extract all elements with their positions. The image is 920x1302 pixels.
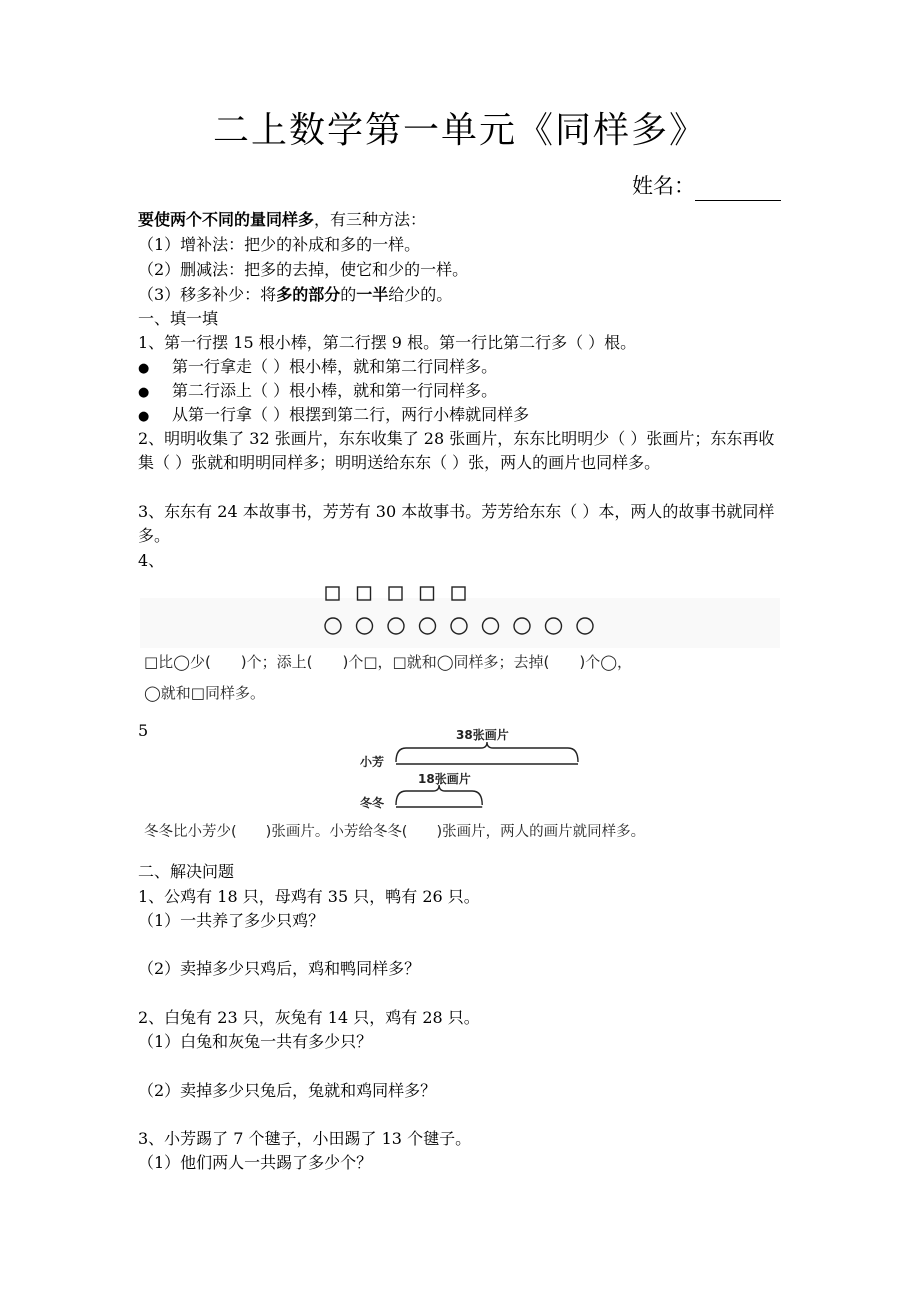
name-label: 姓名： — [632, 174, 695, 198]
q1-bullet-2 — [138, 379, 786, 405]
method-3-a: （3）移多补少：将 — [138, 285, 277, 304]
q4-number: 4、 — [138, 551, 165, 570]
q5-name-xiaofang: 小芳 — [360, 755, 385, 769]
q5-label-dongdong-count: 18张画片 — [418, 772, 471, 786]
circle-shape — [514, 618, 530, 634]
method-2: （2）删减法：把多的去掉，使它和少的一样。 — [138, 260, 469, 279]
q2: 2、明明收集了 32 张画片，东东收集了 28 张画片，东东比明明少（ ）张画片；东东再收集（ ）张就和明明同样多；明明送给东东（ ）张，两人的画片也同样多。 — [138, 429, 775, 472]
q5-text: 冬冬比小芳少( )张画片。小芳给冬冬( )张画片，两人的画片就同样多。 — [144, 824, 646, 840]
circle-shape — [420, 618, 436, 634]
q1-bullet-3-text: 从第一行拿（ ）根摆到第二行，两行小棒就同样多 — [172, 405, 530, 424]
p2: 2、白兔有 23 只，灰兔有 14 只，鸡有 28 只。 — [138, 1008, 480, 1027]
square-shape — [452, 587, 465, 600]
q1: 1、第一行摆 15 根小棒，第二行摆 9 根。第一行比第二行多（ ）根。 — [138, 333, 637, 352]
methods-intro — [138, 208, 786, 232]
q3: 3、东东有 24 本故事书，芳芳有 30 本故事书。芳芳给东东（ ）本，两人的故事书就同样多。 — [138, 502, 775, 545]
circle-shape — [546, 618, 562, 634]
q5-label-xiaofang-count: 38张画片 — [456, 728, 509, 742]
section2-heading: 二、解决问题 — [138, 862, 235, 881]
q1-bullet-3 — [138, 403, 786, 429]
brace-xiaofang — [396, 742, 578, 762]
circle-shape — [483, 618, 499, 634]
method-3 — [138, 283, 786, 307]
q5-name-dongdong: 冬冬 — [360, 796, 385, 810]
method-3-b: 多的部分 — [276, 285, 341, 304]
method-3-c: 的 — [340, 285, 357, 304]
circle-shape — [325, 618, 341, 634]
q4-figure — [140, 578, 780, 708]
page-title: 二上数学第一单元《同样多》 — [212, 110, 707, 151]
methods-intro-bold: 要使两个不同的量同样多 — [138, 210, 315, 229]
q4-squares-row — [326, 587, 465, 600]
brace-dongdong — [396, 785, 482, 805]
q1-bullet-1-text: 第一行拿走（ ）根小棒，就和第二行同样多。 — [172, 357, 498, 376]
q4-shapes — [140, 578, 780, 648]
q4-text-line-2: ◯就和□同样多。 — [144, 684, 265, 702]
name-blank[interactable] — [695, 178, 781, 201]
p1-q1: （1）一共养了多少只鸡？ — [138, 911, 325, 930]
p1-q2: （2）卖掉多少只鸡后，鸡和鸭同样多？ — [138, 959, 421, 978]
q1-bullet-1 — [138, 355, 786, 381]
section1-heading: 一、填一填 — [138, 309, 219, 328]
circle-shape — [357, 618, 373, 634]
circle-shape — [388, 618, 404, 634]
name-field — [632, 171, 781, 201]
square-shape — [389, 587, 402, 600]
method-3-e: 给少的。 — [388, 285, 453, 304]
bullet-icon — [138, 403, 172, 429]
q5-number: 5 — [138, 721, 149, 740]
circle-shape — [577, 618, 593, 634]
q1-bullet-2-text: 第二行添上（ ）根小棒，就和第一行同样多。 — [172, 381, 498, 400]
method-3-d: 一半 — [356, 285, 389, 304]
method-1: （1）增补法：把少的补成和多的一样。 — [138, 235, 421, 254]
q4-circles-row — [325, 618, 593, 634]
p2-q2: （2）卖掉多少只兔后，兔就和鸡同样多？ — [138, 1081, 437, 1100]
square-shape — [326, 587, 339, 600]
square-shape — [421, 587, 434, 600]
q4-text-line-1: □比◯少( )个；添上( )个□，□就和◯同样多；去掉( )个◯， — [144, 653, 632, 671]
q5-figure — [140, 720, 780, 850]
p3: 3、小芳踢了 7 个毽子，小田踢了 13 个毽子。 — [138, 1129, 472, 1148]
circle-shape — [451, 618, 467, 634]
p2-q1: （1）白兔和灰兔一共有多少只？ — [138, 1032, 373, 1051]
p1: 1、公鸡有 18 只，母鸡有 35 只，鸭有 26 只。 — [138, 887, 480, 906]
bullet-icon — [138, 379, 172, 405]
bullet-icon — [138, 355, 172, 381]
methods-intro-rest: ，有三种方法： — [314, 210, 427, 229]
p3-q1: （1）他们两人一共踢了多少个？ — [138, 1153, 373, 1172]
square-shape — [358, 587, 371, 600]
